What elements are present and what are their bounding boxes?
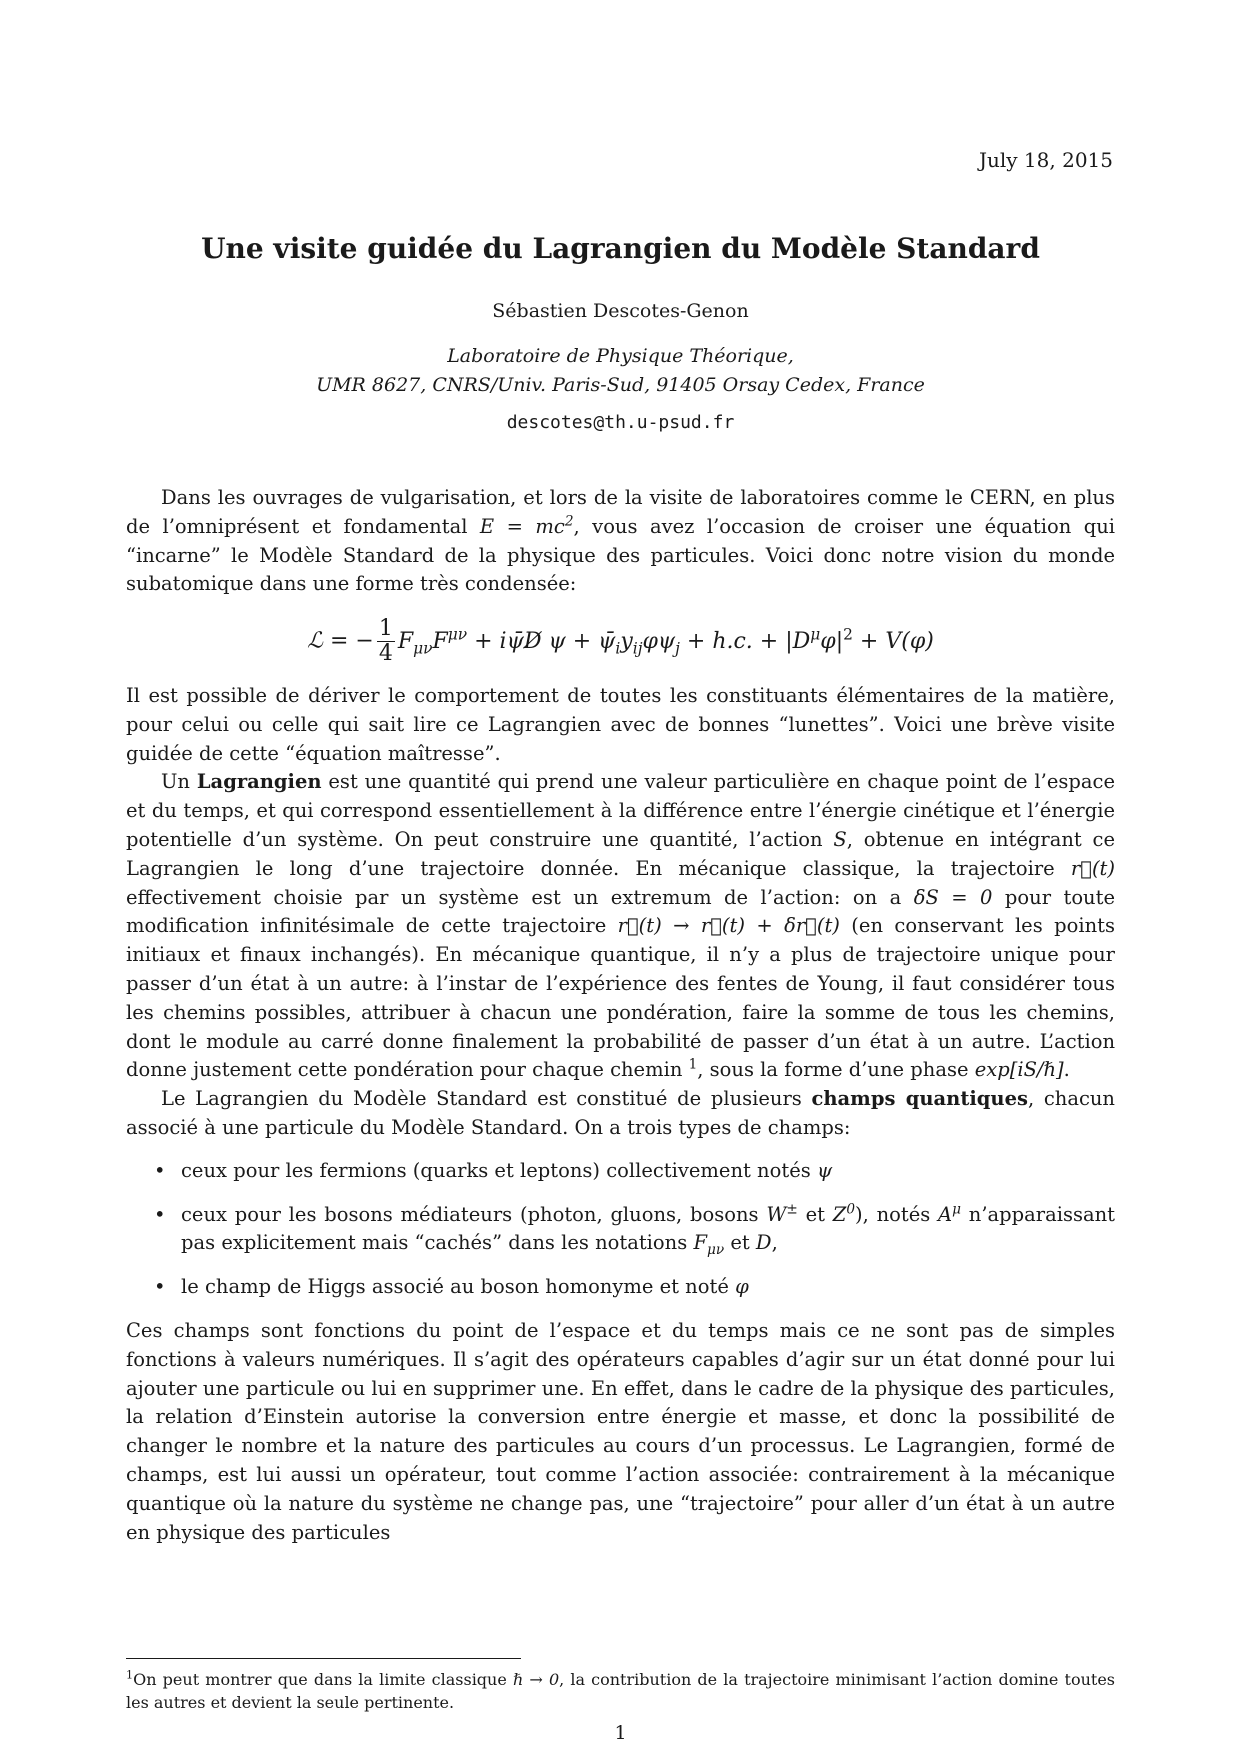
emc2-formula: $E = mc^2$: [479, 513, 574, 538]
equation-fraction: [377, 617, 395, 666]
equation-lhs: ℒ = −: [307, 628, 374, 654]
bullet-icon: •: [154, 1275, 166, 1299]
lagrangian-equation: [126, 617, 1115, 666]
bullet-icon: •: [154, 1202, 166, 1226]
paragraph-3: Le Lagrangien du Modèle Standard est constitué de plusieurs champs quantiques, chacun associé à une particule du Modèle Standard. On a trois types de champs:: [126, 1087, 1115, 1139]
list-item: • ceux pour les bosons médiateurs (photon, gluons, bosons W± et $Z^0$), notés $A^\mu$ n’apparaissant pas explicitement mais “cachés” dans les notations $F_{\mu\nu}$ et D,: [154, 1201, 1115, 1259]
footnote: $^1$On peut montrer que dans la limite classique ℏ → 0, la contribution de la trajectoire minimisant l’action domine toutes les autres et devient la seule pertinente.: [126, 1668, 1116, 1712]
paper-title: Une visite guidée du Lagrangien du Modèle Standard: [201, 232, 1040, 265]
f-tensor-symbol: $F_{\mu\nu}$: [693, 1231, 725, 1259]
footnote-divider: [126, 1658, 521, 1659]
w-boson-symbol: W±: [766, 1201, 798, 1226]
a-field-symbol: $A^\mu$: [938, 1201, 962, 1226]
list-item: • ceux pour les fermions (quarks et leptons) collectivement notés ψ: [126, 1157, 1115, 1186]
paragraph-2: Un Lagrangien est une quantité qui prend une valeur particulière en chaque point de l’espace et du temps, et qui correspond essentiellement à la différence entre l’énergie cinétique et l’énergie potentielle d’un système. On peut construire une quantité, l’action S, obtenue en intégrant ce Lagrangien le long d’une trajectoire donnée. En mécanique classique, la trajectoire r⃗(t) effectivement choisie par un système est un extremum de l’action: on a δS = 0 pour toute modification infinitésimale de cette trajectoire r⃗(t) → r⃗(t) + δr⃗(t) (en conservant les points initiaux et finaux inchangés). En mécanique quantique, il n’y a plus de trajectoire unique pour passer d’un état à un autre: à l’instar de l’expérience des fentes de Young, il faut considérer tous les chemins possibles, attribuer à chacun une pondération, faire la somme de tous les chemins, dont le module au carré donne finalement la probabilité de passer d’un état à un autre. L’action donne justement cette pondération pour chaque chemin $^1$, sous la forme d’une phase exp[iS/ℏ].: [126, 770, 1115, 1082]
affiliation-line-2: UMR 8627, CNRS/Univ. Paris-Sud, 91405 Orsay Cedex, France: [316, 374, 925, 396]
author-email: descotes@th.u-psud.fr: [506, 412, 735, 433]
fraction-numerator: 1: [378, 616, 393, 641]
action-symbol: S: [833, 827, 847, 851]
bullet-icon: •: [154, 1158, 166, 1182]
paragraph-4: Ces champs sont fonctions du point de l’espace et du temps mais ce ne sont pas de simples fonctions à valeurs numériques. Il s’agit des opérateurs capables d’agir sur un état donné pour lui ajouter une particule ou lui en supprimer une. En effet, dans le cadre de la physique des particules, la relation d’Einstein autorise la conversion entre énergie et masse, et donc la possibilité de changer le nombre et la nature des particules au cours d’un processus. Le Lagrangien, formé de champs, est lui aussi un opérateur, tout comme l’action associée: contrairement à la mécanique quantique où la nature du système ne change pas, une “trajectoire” pour aller d’un état à un autre en physique des particules: [126, 1318, 1115, 1544]
trajectory-variation-formula: r⃗(t) → r⃗(t) + δr⃗(t): [617, 914, 840, 938]
document-date: July 18, 2015: [978, 148, 1113, 172]
footnote-marker: 1: [688, 1056, 698, 1073]
author-name: Sébastien Descotes-Genon: [492, 300, 749, 322]
affiliation-line-1: Laboratoire de Physique Théorique,: [447, 345, 794, 367]
paragraph-1: Il est possible de dériver le comportement de toutes les constituants élémentaires de la matière, pour celui ou celle qui sait lire ce Lagrangien avec de bonnes “lunettes”. Voici une brève visite guidée de cette “équation maîtresse”.: [126, 684, 1115, 765]
intro-text-a: Dans les ouvrages de vulgarisation, et lors de la visite de laboratoires comme le CERN, en plus de l’omniprésent et fondamental: [126, 486, 1115, 538]
phase-formula: exp[iS/ℏ]: [974, 1058, 1064, 1082]
phi-symbol: φ: [735, 1275, 749, 1299]
delta-s-formula: δS = 0: [913, 885, 993, 909]
intro-paragraph: [126, 484, 1115, 599]
field-types-list: [126, 1157, 1115, 1302]
page-number: 1: [614, 1722, 627, 1744]
fraction-denominator: 4: [378, 641, 393, 666]
hbar-limit-formula: ℏ → 0: [512, 1670, 560, 1689]
term-lagrangien: Lagrangien: [196, 770, 322, 794]
equation-rhs: $F_{\mu\nu}F^{\mu\nu}$ + iψ̄D̸ $\psi + \psī_iy_{ij}\varphi\psi_j + h.c$. + $|D^\mu\varphi|^2 + V(\varphi)$: [397, 625, 934, 657]
intro-paragraph-block: [126, 484, 1115, 599]
intro-text-b: , vous avez l’occasion de croiser une équation qui “incarne” le Modèle Standard de la physique des particules. Voici donc notre vision du monde subatomique dans une forme très condensée:: [126, 514, 1115, 596]
main-body: [126, 682, 1115, 1547]
footnote-number: 1: [126, 1668, 134, 1682]
author-affiliation: [0, 342, 1241, 400]
d-symbol: D: [755, 1231, 772, 1255]
psi-symbol: ψ: [816, 1158, 833, 1182]
trajectory-symbol: r⃗(t): [1070, 856, 1115, 880]
z-boson-symbol: $Z^0$: [832, 1201, 855, 1226]
list-item: • le champ de Higgs associé au boson homonyme et noté φ: [126, 1273, 1115, 1302]
term-champs-quantiques: champs quantiques: [811, 1087, 1028, 1111]
